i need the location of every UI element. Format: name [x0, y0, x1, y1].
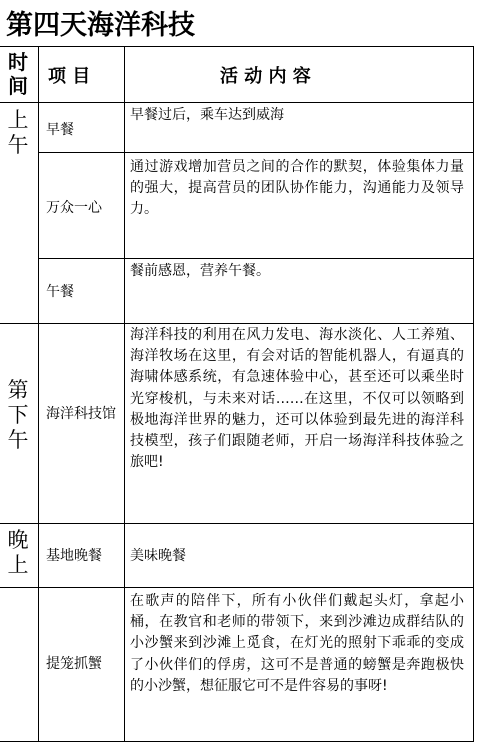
row-content-ocean-museum: 海洋科技的利用在风力发电、海水淡化、人工养殖、海洋牧场在这里，有会对话的智能机器人，有逼真的海啸体感系统，有急速体验中心，甚至还可以乘坐时光穿梭机，与未来对话……在这里，不仅可以领略到极地海洋世界的魅力，还可以体验到最先进的海洋科技模型，孩子们跟随老师，开启一场海洋科技体验之旅吧! — [130, 327, 464, 471]
row-item-lunch: 午餐 — [46, 284, 74, 300]
row-content-breakfast: 早餐过后，乘车达到威海 — [130, 107, 284, 123]
table-bottom-border — [0, 741, 474, 742]
page-title: 第四天海洋科技 — [6, 10, 195, 41]
row-divider — [38, 152, 474, 153]
row-content-teamwork: 通过游戏增加营员之间的合作的默契，体验集体力量的强大，提高营员的团队协作能力，沟通能力及领导力。 — [130, 159, 464, 218]
row-item-teamwork: 万众一心 — [46, 200, 102, 216]
period-afternoon: 第下午 — [7, 378, 29, 452]
table-top-border — [0, 46, 474, 47]
row-item-ocean-museum: 海洋科技馆 — [46, 406, 116, 422]
period-divider — [0, 587, 474, 588]
row-content-lunch: 餐前感恩，营养午餐。 — [130, 263, 270, 279]
row-content-crab-catching: 在歌声的陪伴下，所有小伙伴们戴起头灯，拿起小桶，在教官和老师的带领下，来到沙滩边成群结队的小沙蟹来到沙滩上觅食，在灯光的照射下乖乖的变成了小伙伴们的俘虏，这可不是普通的螃蟹是奔跑极快的小沙蟹，想征服它可不是件容易的事呀! — [130, 593, 464, 694]
period-divider — [0, 523, 474, 524]
header-time — [0, 50, 36, 98]
row-content-dinner: 美味晚餐 — [130, 548, 186, 564]
table-right-border — [473, 46, 474, 742]
header-bottom-border — [0, 102, 474, 103]
period-divider — [0, 323, 474, 324]
column-divider-item — [124, 46, 125, 742]
period-evening: 晚上 — [7, 528, 29, 577]
row-divider — [38, 258, 474, 259]
column-divider-time — [38, 46, 39, 742]
row-item-crab-catching: 提笼抓蟹 — [46, 656, 102, 672]
row-item-dinner: 基地晚餐 — [46, 548, 102, 564]
period-morning: 上午 — [7, 108, 29, 157]
header-time-label: 时间 — [8, 50, 28, 98]
row-item-breakfast: 早餐 — [46, 122, 74, 138]
header-content: 活 动 内 容 — [220, 66, 311, 87]
header-item: 项 目 — [48, 66, 91, 87]
